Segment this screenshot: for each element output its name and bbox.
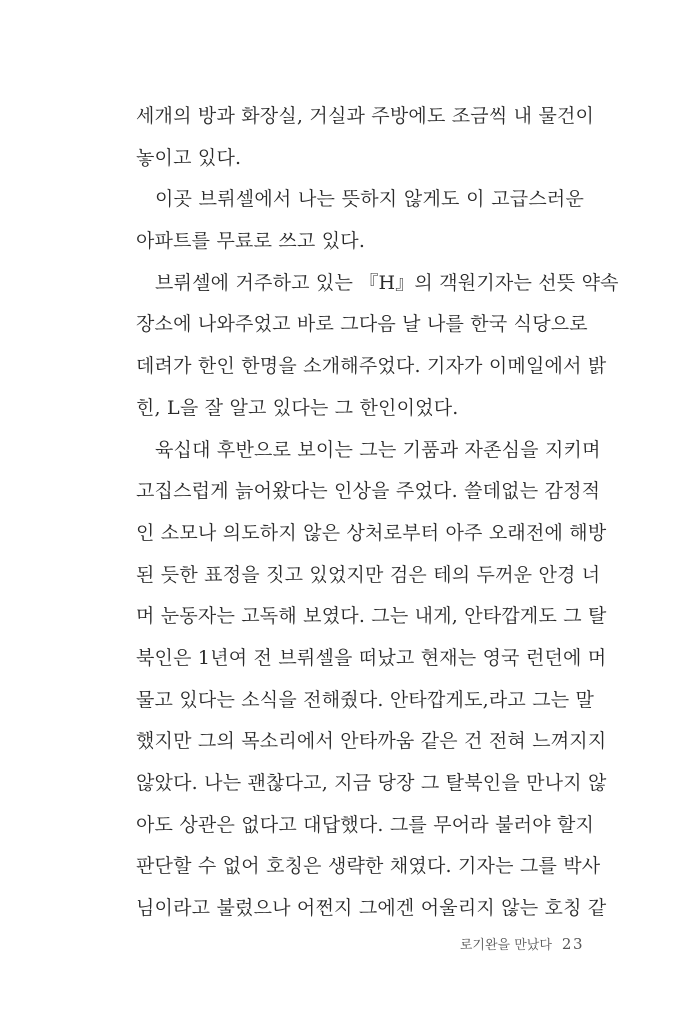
text-line: 된 듯한 표정을 짓고 있었지만 검은 테의 두꺼운 안경 너: [136, 563, 601, 586]
text-line: 이곳 브뤼셀에서 나는 뜻하지 않게도 이 고급스러운: [155, 188, 584, 211]
text-line: 판단할 수 없어 호칭은 생략한 채였다. 기자는 그를 박사: [136, 855, 601, 878]
text-line: 아도 상관은 없다고 대답했다. 그를 무어라 불러야 할지: [136, 813, 595, 836]
body-text: [136, 96, 619, 930]
text-line: 데려가 한인 한명을 소개해주었다. 기자가 이메일에서 밝: [136, 355, 607, 378]
text-line: 힌, L을 잘 알고 있다는 그 한인이었다.: [136, 396, 459, 419]
page-number: 23: [561, 935, 584, 953]
text-line: 고집스럽게 늙어왔다는 인상을 주었다. 쓸데없는 감정적: [136, 480, 601, 503]
text-line: 않았다. 나는 괜찮다고, 지금 당장 그 탈북인을 만나지 않: [136, 772, 607, 794]
text-line: 아파트를 무료로 쓰고 있다.: [136, 230, 366, 253]
text-line: 했지만 그의 목소리에서 안타까움 같은 건 전혀 느껴지지: [136, 730, 607, 753]
running-title: 로기완을 만났다: [459, 938, 552, 953]
text-line: 브뤼셀에 거주하고 있는 『H』의 객원기자는 선뜻 약속: [155, 271, 619, 294]
page-footer: [460, 934, 584, 953]
text-line: 님이라고 불렀으나 어쩐지 그에겐 어울리지 않는 호칭 같: [136, 897, 607, 920]
text-line: 장소에 나와주었고 바로 그다음 날 나를 한국 식당으로: [136, 313, 588, 336]
text-line: 육십대 후반으로 보이는 그는 기품과 자존심을 지키며: [155, 438, 601, 461]
text-line: 놓이고 있다.: [136, 146, 242, 169]
text-line: 인 소모나 의도하지 않은 상처로부터 아주 오래전에 해방: [136, 521, 607, 544]
text-line: 물고 있다는 소식을 전해줬다. 안타깝게도,라고 그는 말: [136, 688, 595, 711]
text-line: 북인은 1년여 전 브뤼셀을 떠났고 현재는 영국 런던에 머: [136, 646, 607, 669]
text-line: 머 눈동자는 고독해 보였다. 그는 내게, 안타깝게도 그 탈: [136, 605, 607, 628]
text-line: 세개의 방과 화장실, 거실과 주방에도 조금씩 내 물건이: [136, 105, 595, 127]
